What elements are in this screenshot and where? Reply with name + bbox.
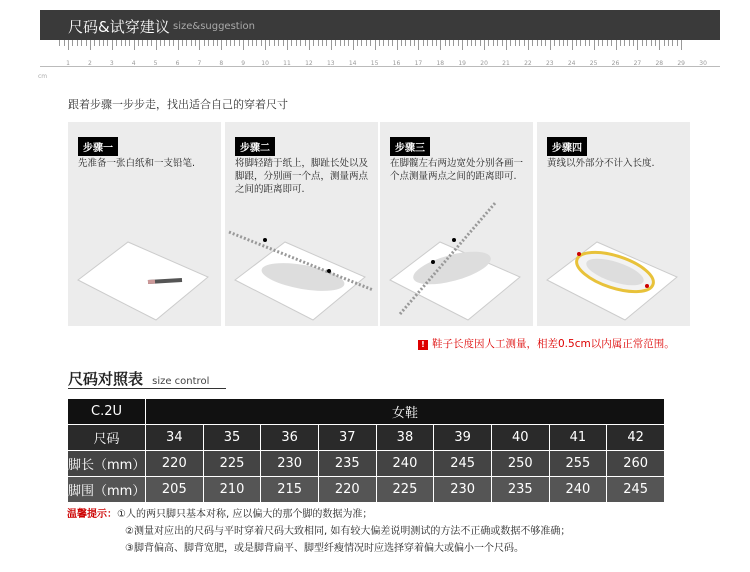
ruler-tick [331, 40, 332, 50]
warning-icon: ! [418, 340, 428, 350]
table-cell: 215 [261, 477, 319, 503]
measurement-note [418, 336, 675, 351]
ruler-tick [607, 40, 608, 46]
ruler-tick [532, 40, 533, 46]
step-1-label: 步骤一 [78, 137, 118, 156]
ruler-tick [642, 40, 643, 46]
ruler-number: 27 [633, 60, 642, 67]
header-bar [40, 10, 720, 40]
ruler-tick [462, 40, 463, 50]
ruler-number: 9 [241, 60, 246, 67]
ruler-number: 30 [699, 60, 707, 67]
ruler-tick [178, 40, 179, 50]
ruler-tick [383, 40, 384, 46]
ruler-tick [248, 40, 249, 46]
ruler-tick [134, 40, 135, 50]
ruler-tick [230, 40, 231, 46]
table-header-row [68, 399, 665, 425]
foot-width-illustration [380, 202, 533, 322]
ruler-tick [335, 40, 336, 46]
ruler-tick [397, 40, 398, 50]
ruler-number: 23 [545, 60, 554, 67]
ruler-tick [296, 40, 297, 46]
table-cell: 42 [607, 425, 665, 451]
ruler-tick [340, 40, 341, 46]
ruler-tick [633, 40, 634, 46]
ruler-tick [563, 40, 564, 46]
ruler-tick [72, 40, 73, 46]
ruler-tick [624, 40, 625, 46]
ruler-tick [519, 40, 520, 46]
ruler-tick [305, 40, 306, 46]
ruler-tick [361, 40, 362, 46]
row-label: 脚围（mm） [68, 477, 146, 503]
paper-pencil-illustration [68, 202, 221, 322]
ruler-number: 7 [197, 60, 202, 67]
ruler-tick [602, 40, 603, 46]
ruler-number: 25 [589, 60, 598, 67]
ruler-tick [309, 40, 310, 50]
table-row-foot-length [68, 451, 665, 477]
ruler-tick [195, 40, 196, 46]
ruler-tick [147, 40, 148, 46]
ruler-tick [366, 40, 367, 46]
table-cell: 37 [318, 425, 376, 451]
table-cell: 210 [203, 477, 261, 503]
ruler-tick [208, 40, 209, 46]
ruler-tick [99, 40, 100, 46]
ruler-tick [502, 40, 503, 46]
ruler-tick [243, 40, 244, 50]
ruler-tick [418, 40, 419, 50]
intro-text: 跟着步骤一步步走，找出适合自己的穿着尺寸 [68, 98, 288, 111]
ruler-tick [488, 40, 489, 46]
brand-cell: C.2U [68, 399, 146, 425]
ruler-tick [471, 40, 472, 46]
ruler-tick [550, 40, 551, 50]
table-cell: 41 [549, 425, 607, 451]
ruler-tick [90, 40, 91, 50]
size-table-heading [68, 368, 209, 389]
ruler-tick [112, 40, 113, 50]
table-cell: 255 [549, 451, 607, 477]
table-cell: 230 [261, 451, 319, 477]
ruler-tick [151, 40, 152, 46]
ruler-tick [357, 40, 358, 46]
ruler-number: 21 [502, 60, 510, 67]
step-4-panel [537, 122, 690, 326]
ruler-tick [392, 40, 393, 46]
table-cell: 39 [434, 425, 492, 451]
ruler-tick [142, 40, 143, 46]
tip-line: ②测量对应出的尺码与平时穿着尺码大致相同, 如有较大偏差说明测试的方法不正确或数据不够准确； [125, 526, 571, 537]
ruler-tick [589, 40, 590, 46]
table-cell: 260 [607, 451, 665, 477]
ruler-tick [326, 40, 327, 46]
ruler-tick [480, 40, 481, 46]
ruler-tick [173, 40, 174, 46]
step-4-desc: 黄线以外部分不计入长度. [547, 158, 655, 169]
row-label: 脚长（mm） [68, 451, 146, 477]
ruler-tick [598, 40, 599, 46]
ruler-tick [160, 40, 161, 46]
ruler-number: 6 [175, 60, 180, 67]
category-cell: 女鞋 [146, 399, 665, 425]
header-title: 尺码&试穿建议 [68, 18, 170, 36]
table-row-foot-girth [68, 477, 665, 503]
ruler-tick [585, 40, 586, 46]
ruler-number: 19 [458, 60, 466, 67]
ruler-unit: cm [38, 73, 48, 80]
ruler-tick [616, 40, 617, 50]
ruler-tick [344, 40, 345, 46]
ruler-tick [668, 40, 669, 46]
ruler-tick [484, 40, 485, 50]
ruler-number: 10 [261, 60, 269, 67]
ruler-number: 12 [305, 60, 313, 67]
ruler-tick [64, 40, 65, 46]
ruler-tick [427, 40, 428, 46]
ruler-number: 4 [131, 60, 136, 67]
ruler-tick [629, 40, 630, 46]
ruler-tick [370, 40, 371, 46]
ruler-tick [432, 40, 433, 46]
ruler-tick [672, 40, 673, 46]
ruler-number: 20 [480, 60, 488, 67]
ruler-tick [186, 40, 187, 46]
ruler-tick [287, 40, 288, 50]
ruler-number: 2 [87, 60, 92, 67]
ruler-tick [318, 40, 319, 46]
ruler-tick [567, 40, 568, 46]
ruler-number: 16 [392, 60, 401, 67]
ruler-tick [453, 40, 454, 46]
ruler-tick [291, 40, 292, 46]
table-cell: 40 [491, 425, 549, 451]
ruler-tick [191, 40, 192, 46]
table-cell: 205 [146, 477, 204, 503]
ruler-tick [116, 40, 117, 46]
ruler-tick [59, 40, 60, 46]
ruler-number: 1 [66, 60, 70, 67]
table-cell: 36 [261, 425, 319, 451]
ruler-tick [125, 40, 126, 46]
ruler-tick [423, 40, 424, 46]
ruler-number: 29 [677, 60, 685, 67]
ruler-tick [436, 40, 437, 46]
table-cell: 235 [491, 477, 549, 503]
ruler-tick [379, 40, 380, 46]
ruler [40, 40, 720, 80]
ruler-number: 15 [370, 60, 379, 67]
ruler-tick [651, 40, 652, 46]
size-table-title: 尺码对照表 [68, 370, 144, 388]
ruler-tick [239, 40, 240, 46]
ruler-tick [234, 40, 235, 46]
ruler-tick [226, 40, 227, 46]
ruler-tick [274, 40, 275, 46]
table-cell: 230 [434, 477, 492, 503]
table-cell: 240 [376, 451, 434, 477]
ruler-tick [322, 40, 323, 46]
table-cell: 245 [434, 451, 492, 477]
ruler-tick [537, 40, 538, 46]
ruler-tick [559, 40, 560, 46]
ruler-tick [221, 40, 222, 50]
ruler-tick [86, 40, 87, 46]
ruler-number: 8 [219, 60, 224, 67]
ruler-tick [580, 40, 581, 46]
ruler-tick [545, 40, 546, 46]
ruler-number: 22 [524, 60, 532, 67]
step-1-desc: 先准备一张白纸和一支铅笔. [78, 158, 196, 169]
ruler-tick [524, 40, 525, 46]
ruler-tick [256, 40, 257, 46]
ruler-tick [121, 40, 122, 46]
ruler-tick [497, 40, 498, 46]
ruler-number: 5 [153, 60, 158, 67]
ruler-tick [528, 40, 529, 50]
ruler-number: 3 [109, 60, 114, 67]
ruler-tick [637, 40, 638, 50]
ruler-tick [81, 40, 82, 46]
header-subtitle: size&suggestion [173, 21, 255, 32]
tips-section [67, 506, 570, 557]
size-table [67, 398, 665, 503]
ruler-tick [572, 40, 573, 50]
ruler-tick [554, 40, 555, 46]
ruler-number: 14 [348, 60, 357, 67]
step-3-panel [380, 122, 533, 326]
ruler-tick [388, 40, 389, 46]
ruler-number: 18 [436, 60, 445, 67]
ruler-tick [94, 40, 95, 46]
ruler-tick [449, 40, 450, 46]
table-cell: 245 [607, 477, 665, 503]
ruler-tick [440, 40, 441, 50]
ruler-tick [182, 40, 183, 46]
ruler-tick [510, 40, 511, 46]
ruler-tick [405, 40, 406, 46]
ruler-tick [515, 40, 516, 46]
ruler-tick [681, 40, 682, 50]
table-cell: 35 [203, 425, 261, 451]
ruler-tick [677, 40, 678, 46]
ruler-tick [445, 40, 446, 46]
heading-underline [68, 388, 226, 389]
step-2-desc: 将脚轻踏于纸上，脚趾长处以及脚跟，分别画一个点，测量两点之间的距离即可. [235, 158, 369, 195]
ruler-tick [278, 40, 279, 46]
ruler-number: 24 [567, 60, 576, 67]
step-4-label: 步骤四 [547, 137, 587, 156]
foot-length-illustration [225, 202, 378, 322]
ruler-tick [107, 40, 108, 46]
ruler-tick [611, 40, 612, 46]
ruler-tick [164, 40, 165, 46]
ruler-tick [576, 40, 577, 46]
ruler-tick [414, 40, 415, 46]
size-table-title-en: size control [152, 376, 210, 387]
table-cell: 240 [549, 477, 607, 503]
step-2-panel [225, 122, 378, 326]
table-cell: 220 [318, 477, 376, 503]
ruler-tick [506, 40, 507, 50]
ruler-tick [213, 40, 214, 46]
ruler-tick [283, 40, 284, 46]
ruler-tick [410, 40, 411, 46]
ruler-tick [475, 40, 476, 46]
ruler-number: 28 [655, 60, 664, 67]
step-3-label: 步骤三 [390, 137, 430, 156]
yellow-outline-illustration [537, 202, 690, 322]
ruler-tick [458, 40, 459, 46]
ruler-tick [199, 40, 200, 50]
ruler-tick [265, 40, 266, 50]
table-cell: 225 [376, 477, 434, 503]
ruler-tick [594, 40, 595, 50]
ruler-tick [77, 40, 78, 46]
ruler-number: 13 [326, 60, 335, 67]
ruler-tick [103, 40, 104, 46]
ruler-tick [664, 40, 665, 46]
tip-line: ①人的两只脚只基本对称, 应以偏大的那个脚的数据为准； [117, 509, 373, 520]
table-cell: 235 [318, 451, 376, 477]
table-row-size [68, 425, 665, 451]
ruler-number: 17 [414, 60, 423, 67]
note-text: 鞋子长度因人工测量，相差0.5cm以内属正常范围。 [432, 338, 675, 350]
ruler-tick [659, 40, 660, 50]
ruler-tick [493, 40, 494, 46]
ruler-tick [138, 40, 139, 46]
table-cell: 38 [376, 425, 434, 451]
ruler-tick [204, 40, 205, 46]
ruler-tick [68, 40, 69, 50]
ruler-tick [467, 40, 468, 46]
ruler-tick [252, 40, 253, 46]
ruler-tick [620, 40, 621, 46]
ruler-tick [353, 40, 354, 50]
ruler-tick [646, 40, 647, 46]
step-2-label: 步骤二 [235, 137, 275, 156]
ruler-tick [300, 40, 301, 46]
ruler-tick [375, 40, 376, 50]
table-cell: 250 [491, 451, 549, 477]
table-cell: 225 [203, 451, 261, 477]
step-3-desc: 在脚髋左右两边宽处分别各画一个点测量两点之间的距离即可. [390, 158, 524, 182]
ruler-tick [169, 40, 170, 46]
ruler-number: 26 [611, 60, 620, 67]
ruler-tick [401, 40, 402, 46]
ruler-tick [269, 40, 270, 46]
ruler-tick [655, 40, 656, 46]
ruler-tick [261, 40, 262, 46]
ruler-number: 11 [283, 60, 291, 67]
ruler-tick [313, 40, 314, 46]
table-cell: 220 [146, 451, 204, 477]
row-label: 尺码 [68, 425, 146, 451]
tip-line: ③脚背偏高、脚背宽肥，或是脚背扁平、脚型纤瘦情况时应选择穿着偏大或偏小一个尺码。 [125, 543, 524, 554]
ruler-tick [217, 40, 218, 46]
ruler-tick [348, 40, 349, 46]
table-cell: 34 [146, 425, 204, 451]
ruler-tick [541, 40, 542, 46]
ruler-tick [156, 40, 157, 50]
tips-label: 温馨提示： [67, 509, 117, 520]
ruler-tick [129, 40, 130, 46]
step-1-panel [68, 122, 221, 326]
